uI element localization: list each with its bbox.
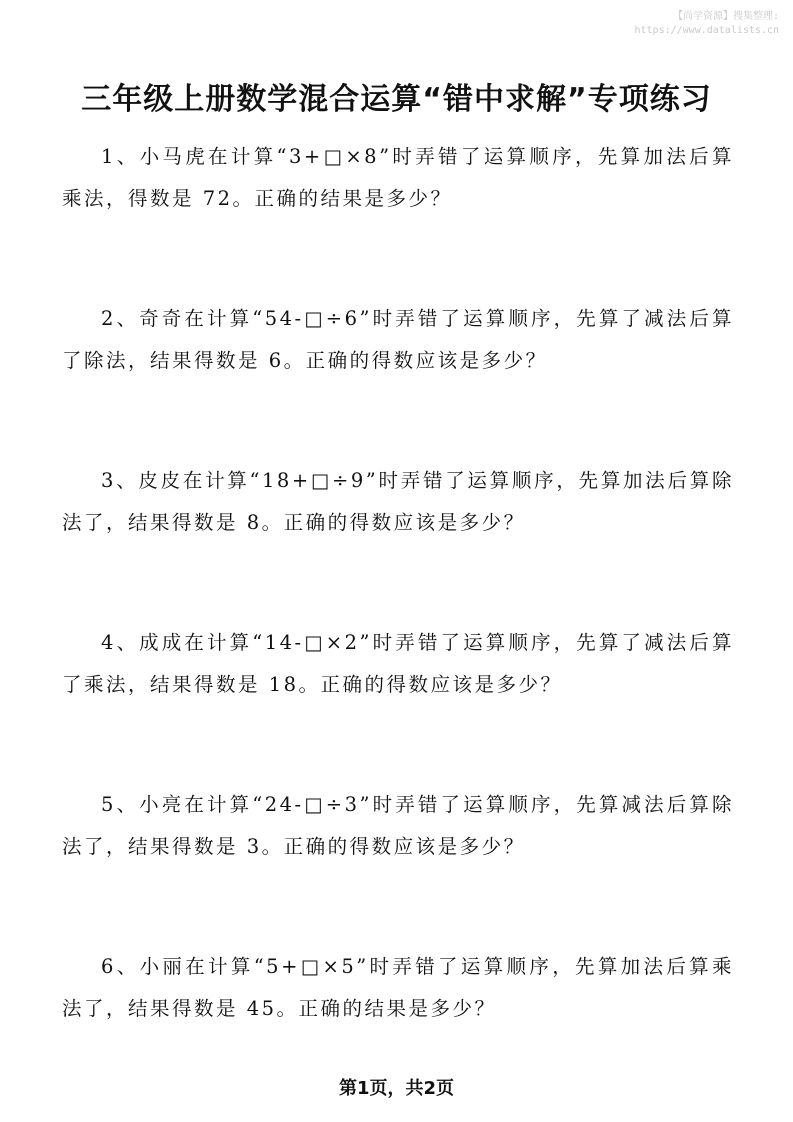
question-6: 6、小丽在计算“5+□×5”时弄错了运算顺序，先算加法后算乘法了，结果得数是 45。正确的结果是多少？ <box>62 955 734 1020</box>
question-1: 1、小马虎在计算“3+□×8”时弄错了运算顺序，先算加法后算乘法，得数是 72。正确的结果是多少？ <box>62 145 734 210</box>
question-4: 4、成成在计算“14-□×2”时弄错了运算顺序，先算了减法后算了乘法，结果得数是 18。正确的得数应该是多少？ <box>62 631 734 696</box>
watermark-source: 【尚学资源】搜集整理: <box>672 11 779 22</box>
question-5: 5、小亮在计算“24-□÷3”时弄错了运算顺序，先算减法后算除法了，结果得数是 3。正确的得数应该是多少？ <box>62 793 734 858</box>
question-2: 2、奇奇在计算“54-□÷6”时弄错了运算顺序，先算了减法后算了除法，结果得数是 6。正确的得数应该是多少？ <box>62 307 734 372</box>
question-3: 3、皮皮在计算“18+□÷9”时弄错了运算顺序，先算加法后算除法了，结果得数是 8。正确的得数应该是多少？ <box>62 469 734 534</box>
watermark <box>635 10 780 38</box>
page-title: 三年级上册数学混合运算“错中求解”专项练习 <box>81 82 712 117</box>
page-number: 第1页，共2页 <box>338 1078 455 1099</box>
watermark-url: https://www.datalists.cn <box>634 25 779 36</box>
